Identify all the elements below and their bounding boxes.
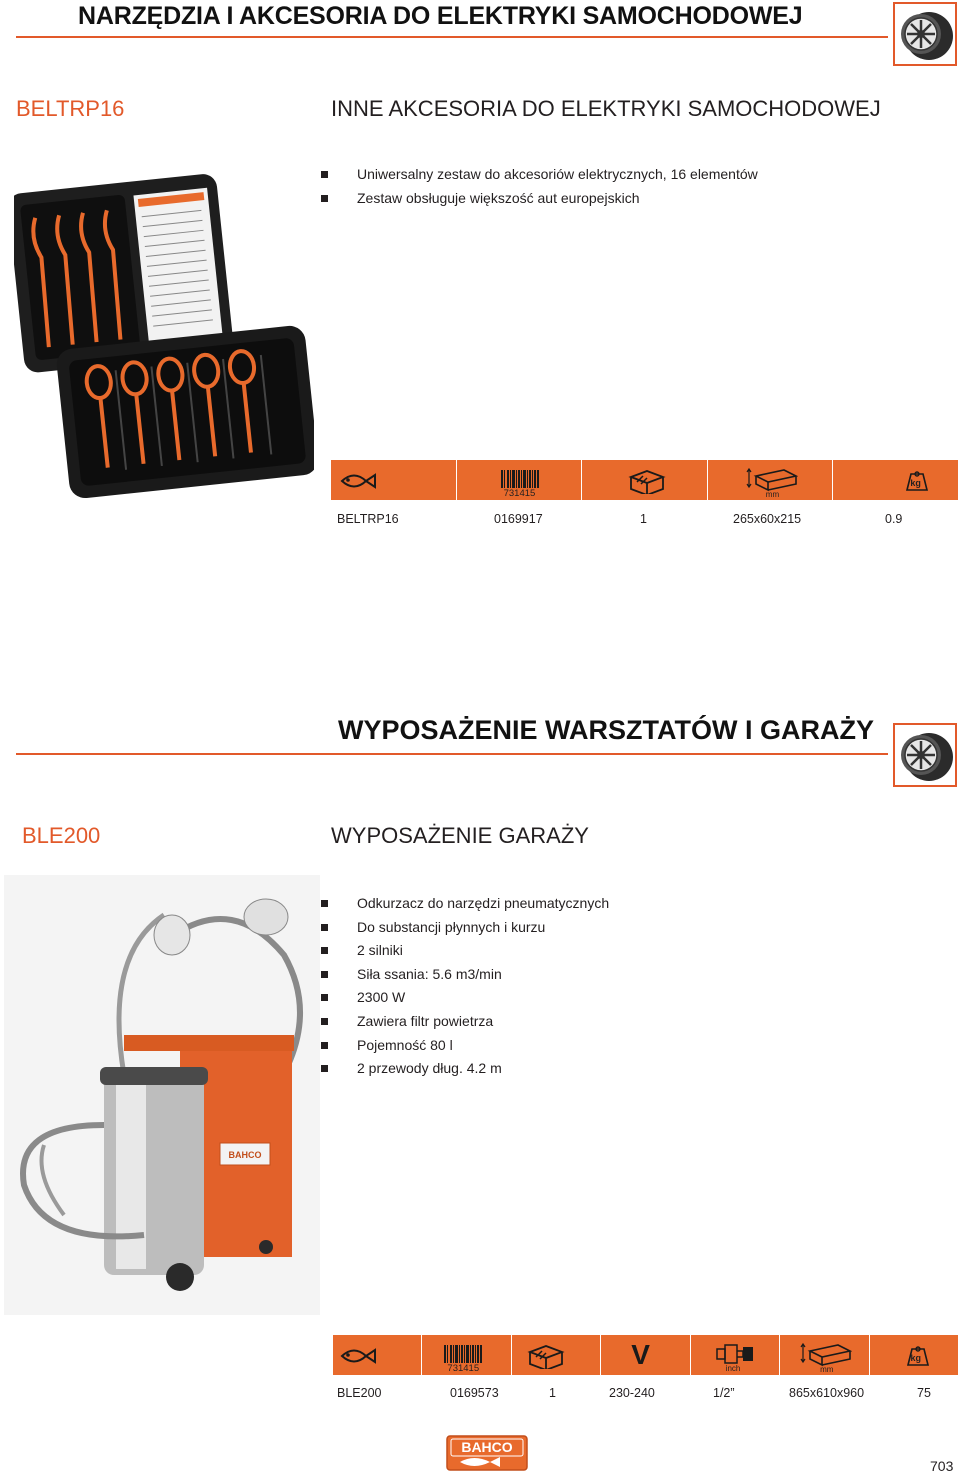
beltrp16-product-photo (14, 165, 314, 501)
spec-connector: 1/2” (713, 1386, 735, 1400)
section-divider (16, 753, 888, 755)
spec-col-qty (582, 460, 708, 500)
spec-qty: 1 (549, 1386, 556, 1400)
feature-list (320, 163, 758, 210)
spec-ean: 0169573 (450, 1386, 499, 1400)
spec-col-qty (512, 1335, 601, 1375)
package-icon (526, 1343, 566, 1369)
spec-col-voltage (601, 1335, 690, 1375)
spec-code: BELTRP16 (337, 512, 399, 526)
car-wheel-icon (893, 723, 957, 787)
header-divider (16, 36, 888, 38)
barcode-label: 731415 (503, 488, 536, 499)
page-number: 703 (930, 1458, 954, 1474)
product-code-icon (339, 470, 379, 492)
spec-col-dims (780, 1335, 869, 1375)
spec-voltage: 230-240 (609, 1386, 655, 1400)
barcode-icon (501, 470, 539, 488)
product-code-ble200: BLE200 (22, 823, 101, 848)
spec-col-connector (691, 1335, 780, 1375)
spec-weight: 75 (917, 1386, 931, 1400)
feature-item: Zawiera filtr powietrza (320, 1010, 609, 1034)
feature-item: Siła ssania: 5.6 m3/min (320, 963, 609, 987)
spec-col-code (333, 1335, 422, 1375)
product-code-beltrp16: BELTRP16 (16, 96, 125, 121)
feature-item: Zestaw obsługuje większość aut europejskich (320, 187, 758, 211)
spec-weight: 0.9 (885, 512, 903, 526)
barcode-icon (444, 1345, 482, 1363)
spec-col-ean (457, 460, 583, 500)
spec-row-beltrp16 (337, 512, 957, 530)
spec-col-code (331, 460, 457, 500)
product-code-icon (339, 1345, 379, 1367)
car-wheel-icon (893, 2, 957, 66)
connector-icon (715, 1343, 755, 1365)
dim-unit-label: mm (820, 1365, 834, 1374)
product-subtitle: WYPOSAŻENIE GARAŻY (331, 823, 589, 848)
page-header-title: NARZĘDZIA I AKCESORIA DO ELEKTRYKI SAMOCHODOWEJ (78, 2, 803, 30)
dim-unit-label: mm (765, 490, 780, 499)
bahco-logo (446, 1435, 528, 1471)
feature-item: Do substancji płynnych i kurzu (320, 916, 609, 940)
voltage-icon: V (631, 1339, 650, 1370)
feature-item: Odkurzacz do narzędzi pneumatycznych (320, 892, 609, 916)
weight-label: kg (910, 1353, 922, 1363)
spec-col-weight (833, 460, 958, 500)
product-subtitle: INNE AKCESORIA DO ELEKTRYKI SAMOCHODOWEJ (331, 96, 881, 121)
svg-text:BAHCO: BAHCO (228, 1150, 262, 1160)
spec-col-dims (708, 460, 834, 500)
weight-label: kg (910, 478, 921, 488)
feature-item: Uniwersalny zestaw do akcesoriów elektrycznych, 16 elementów (320, 163, 758, 187)
barcode-label: 731415 (447, 1363, 480, 1374)
inch-unit-label: inch (725, 1364, 741, 1373)
spec-icon-bar (333, 1335, 958, 1375)
logo-text: BAHCO (461, 1439, 513, 1455)
feature-item: Pojemność 80 l (320, 1034, 609, 1058)
ble200-product-photo (4, 875, 320, 1315)
spec-dims: 265x60x215 (733, 512, 802, 526)
feature-item: 2 silniki (320, 939, 609, 963)
spec-row-ble200 (337, 1386, 957, 1404)
spec-col-ean (422, 1335, 511, 1375)
feature-item: 2 przewody dług. 4.2 m (320, 1057, 609, 1081)
section-title: WYPOSAŻENIE WARSZTATÓW I GARAŻY (338, 715, 874, 745)
spec-code: BLE200 (337, 1386, 382, 1400)
spec-col-weight (870, 1335, 958, 1375)
spec-icon-bar (331, 460, 958, 500)
spec-qty: 1 (640, 512, 647, 526)
spec-dims: 865x610x960 (789, 1386, 865, 1400)
package-icon (627, 468, 667, 494)
spec-ean: 0169917 (494, 512, 543, 526)
feature-item: 2300 W (320, 986, 609, 1010)
feature-list (320, 892, 609, 1081)
